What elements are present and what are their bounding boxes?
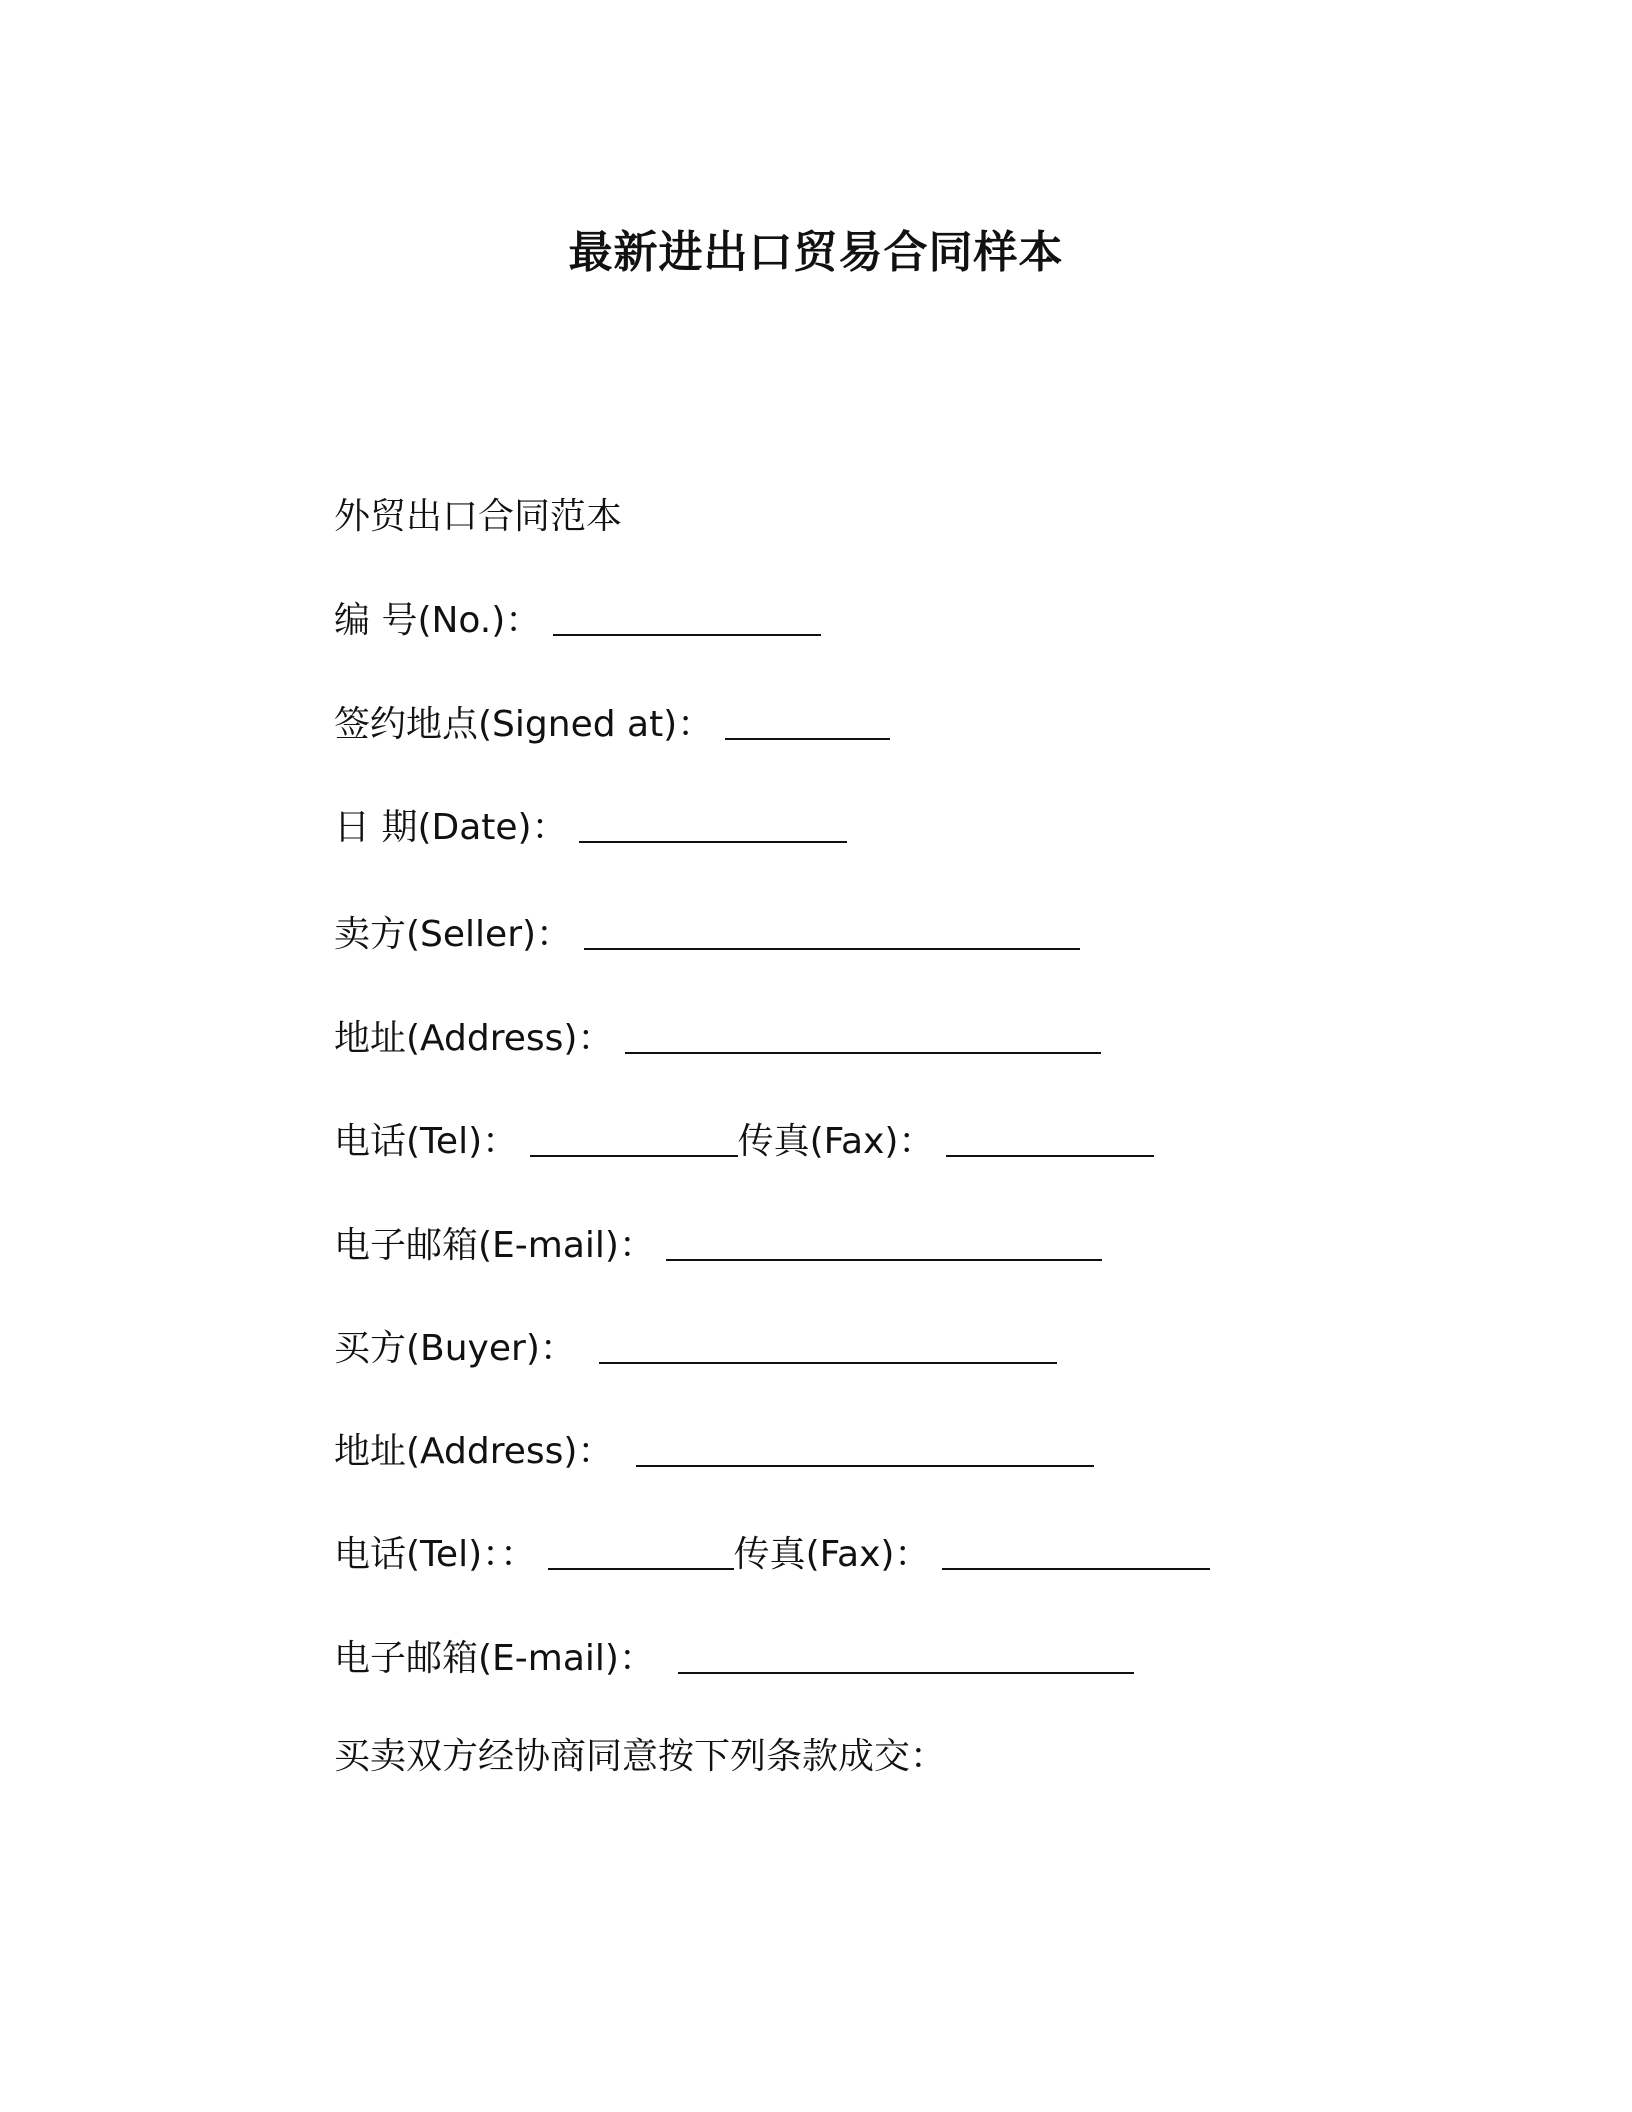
field-signed-at: [334, 700, 890, 750]
field-buyer-address-blank: [636, 1431, 1094, 1467]
field-buyer-email-blank: [678, 1638, 1134, 1674]
field-seller-email-label: 电子邮箱(E-mail)：: [334, 1225, 655, 1266]
field-no: [334, 596, 821, 646]
field-no-blank: [553, 600, 821, 636]
field-buyer-address-label: 地址(Address)：: [334, 1431, 614, 1472]
field-no-label: 编 号(No.)：: [334, 600, 542, 641]
document-title: 最新进出口贸易合同样本: [568, 227, 1064, 278]
field-signed-at-label: 签约地点(Signed at)：: [334, 704, 714, 745]
field-seller-address-blank: [625, 1018, 1101, 1054]
field-seller-label: 卖方(Seller)：: [334, 914, 573, 955]
field-signed-at-blank: [725, 704, 890, 740]
field-buyer-email-label: 电子邮箱(E-mail)：: [334, 1638, 655, 1679]
field-seller-tel-blank: [530, 1121, 738, 1157]
field-seller: [334, 910, 1080, 960]
field-seller-fax-label: 传真(Fax)：: [737, 1121, 935, 1162]
field-buyer-tel-label: 电话(Tel)：：: [334, 1534, 537, 1575]
contract-subtitle: 外贸出口合同范本: [334, 496, 623, 537]
field-buyer-address: [334, 1427, 1094, 1477]
field-buyer-email: [334, 1634, 1134, 1684]
field-buyer: [334, 1324, 1057, 1374]
field-seller-tel-fax: [334, 1117, 1154, 1167]
closing-statement: 买卖双方经协商同意按下列条款成交：: [334, 1736, 947, 1777]
field-buyer-fax-label: 传真(Fax)：: [733, 1534, 931, 1575]
field-seller-fax-blank: [946, 1121, 1154, 1157]
field-seller-address-label: 地址(Address)：: [334, 1018, 614, 1059]
field-date-label: 日 期(Date)：: [334, 807, 568, 848]
field-buyer-fax-blank: [942, 1534, 1210, 1570]
field-buyer-blank: [599, 1328, 1057, 1364]
field-seller-address: [334, 1014, 1101, 1064]
field-seller-blank: [584, 914, 1080, 950]
field-buyer-label: 买方(Buyer)：: [334, 1328, 576, 1369]
field-seller-tel-label: 电话(Tel)：: [334, 1121, 519, 1162]
field-buyer-tel-fax: [334, 1530, 1210, 1580]
field-date-blank: [579, 807, 847, 843]
field-seller-email-blank: [666, 1225, 1102, 1261]
field-date: [334, 803, 847, 853]
field-seller-email: [334, 1221, 1102, 1271]
field-buyer-tel-blank: [548, 1534, 734, 1570]
